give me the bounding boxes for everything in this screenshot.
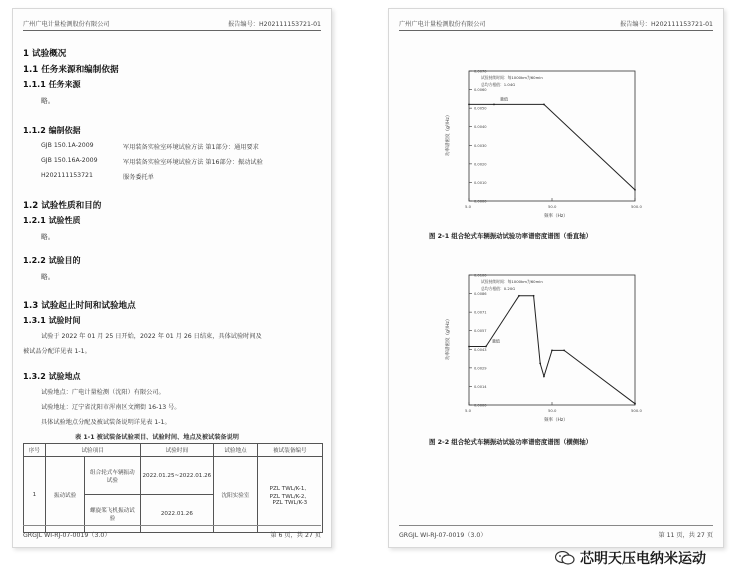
series-line bbox=[469, 104, 635, 189]
data-point bbox=[518, 295, 520, 297]
cell-place: 沈阳实验室 bbox=[214, 457, 257, 533]
ref-title: 服务委托单 bbox=[123, 174, 154, 181]
report-page-11 bbox=[388, 8, 724, 548]
section-1-2-1-body: 略。 bbox=[41, 233, 55, 241]
ref-code: GJB 150.16A-2009 bbox=[41, 157, 98, 164]
header-report-number: 报告编号：H202111153721-01 bbox=[620, 21, 713, 28]
data-point bbox=[533, 295, 535, 297]
x-axis-label: 频率（Hz） bbox=[544, 418, 568, 423]
ref-code: H202111153721 bbox=[41, 172, 93, 179]
data-point bbox=[539, 363, 541, 365]
x-tick-label: 5.0 bbox=[465, 204, 472, 209]
equipment-id: PZL TWL/K-2、 bbox=[269, 493, 310, 500]
y-tick-label: 0.0070 bbox=[474, 69, 487, 74]
chart-annotation: 总均方根值：0.20G bbox=[481, 286, 516, 291]
cell-no: 1 bbox=[24, 457, 46, 533]
data-point bbox=[468, 346, 470, 348]
x-tick-label: 500.0 bbox=[631, 408, 642, 413]
y-tick-label: 0.0030 bbox=[474, 143, 487, 148]
chart-annotation: 试验持续时间：每1000km为60min bbox=[481, 75, 543, 80]
section-1-3-1-body-cont: 被试品分配详见表 1-1。 bbox=[23, 348, 91, 355]
cell-time: 2022.01.25~2022.01.26 bbox=[140, 457, 214, 495]
y-tick-label: 0.0100 bbox=[474, 273, 487, 278]
page-header bbox=[399, 17, 713, 31]
test-items-table bbox=[23, 443, 323, 533]
data-point bbox=[543, 376, 545, 378]
y-tick-label: 0.0029 bbox=[474, 366, 487, 371]
cell-sub-item: 螺旋桨飞机振动试验 bbox=[85, 495, 140, 533]
cell-item: 振动试验 bbox=[45, 457, 84, 533]
col-header: 试验项目 bbox=[45, 444, 140, 457]
footer-page-number: 第 11 页，共 27 页 bbox=[658, 532, 713, 539]
section-1-title: 1 试验概况 bbox=[23, 49, 67, 59]
header-report-number: 报告编号：H202111153721-01 bbox=[228, 21, 321, 28]
test-address: 试验地址：辽宁省沈阳市浑南区文溯街 16-13 号。 bbox=[41, 404, 181, 411]
cell-sub-item: 组合轮式车辆振动试验 bbox=[85, 457, 140, 495]
ref-title: 军用装备实验室环境试验方法 第1部分：通用要求 bbox=[123, 144, 259, 151]
table-caption: 表 1-1 被试装备试验项目、试验时间、地点及被试装备说明 bbox=[75, 434, 239, 441]
equipment-id: PZL TWL/K-1、 bbox=[269, 485, 310, 492]
section-1-2-2-title: 1.2.2 试验目的 bbox=[23, 256, 81, 265]
footer-doc-code: GRGJL WI-RJ-07-0019（3.0） bbox=[399, 532, 487, 539]
watermark-text: 芯明天压电纳米运动 bbox=[580, 551, 706, 567]
section-1-1-2-title: 1.1.2 编制依据 bbox=[23, 126, 81, 135]
section-1-2-1-title: 1.2.1 试验性质 bbox=[23, 216, 81, 225]
col-header: 试验地点 bbox=[214, 444, 257, 457]
footer-doc-code: GRGJL WI-RJ-07-0019（3.0） bbox=[23, 532, 111, 539]
y-axis-label: 功率谱密度（g²/Hz） bbox=[446, 316, 451, 360]
table-row bbox=[24, 457, 323, 495]
data-point bbox=[634, 189, 636, 191]
x-axis-label: 频率（Hz） bbox=[544, 214, 568, 219]
data-point bbox=[551, 350, 553, 352]
y-tick-label: 0.0040 bbox=[474, 125, 487, 130]
report-page-6 bbox=[12, 8, 332, 548]
data-point bbox=[468, 104, 470, 106]
y-tick-label: 0.0057 bbox=[474, 329, 487, 334]
data-point bbox=[543, 104, 545, 106]
section-1-1-1-body: 略。 bbox=[41, 97, 55, 105]
data-point bbox=[634, 403, 636, 405]
col-header: 试验时间 bbox=[140, 444, 214, 457]
series-label: 量值 bbox=[491, 338, 500, 344]
data-point bbox=[485, 346, 487, 348]
section-1-1-title: 1.1 任务来源和编制依据 bbox=[23, 65, 119, 75]
header-company: 广州广电计量检测股份有限公司 bbox=[399, 21, 486, 28]
figure-caption: 图 2-2 组合轮式车辆振动试验功率谱密度谱图（横侧轴） bbox=[429, 438, 592, 446]
equipment-id: PZL TWL/K-3 bbox=[272, 499, 308, 506]
chart-annotation: 总均方根值：1.04G bbox=[481, 82, 516, 87]
section-1-3-1-body: 试验于 2022 年 01 月 25 日开始，2022 年 01 月 26 日结束，具体试验时间及 bbox=[41, 333, 262, 340]
chart-annotation: 试验持续时间：每1000km为60min bbox=[481, 279, 543, 284]
y-tick-label: 0.0071 bbox=[474, 310, 487, 315]
plot-frame bbox=[469, 71, 635, 201]
cell-time: 2022.01.26 bbox=[140, 495, 214, 533]
wechat-icon bbox=[555, 551, 575, 565]
x-tick-label: 50.0 bbox=[548, 204, 557, 209]
data-point bbox=[563, 350, 565, 352]
y-tick-label: 0.0086 bbox=[474, 292, 487, 297]
section-1-1-1-title: 1.1.1 任务来源 bbox=[23, 80, 81, 89]
y-tick-label: 0.0010 bbox=[474, 180, 487, 185]
section-1-3-2-title: 1.3.2 试验地点 bbox=[23, 372, 81, 381]
psd-chart-vertical bbox=[439, 41, 645, 225]
y-tick-label: 0.0000 bbox=[474, 199, 487, 204]
x-tick-label: 500.0 bbox=[631, 204, 642, 209]
ref-title: 军用装备实验室环境试验方法 第16部分：振动试验 bbox=[123, 159, 263, 166]
y-tick-label: 0.0014 bbox=[474, 384, 487, 389]
location-note: 具体试验地点分配及被试装备说明详见表 1-1。 bbox=[41, 419, 171, 426]
figure-caption: 图 2-1 组合轮式车辆振动试验功率谱密度谱图（垂直轴） bbox=[429, 232, 592, 240]
ref-code: GJB 150.1A-2009 bbox=[41, 142, 94, 149]
header-company: 广州广电计量检测股份有限公司 bbox=[23, 21, 110, 28]
psd-chart-lateral bbox=[439, 245, 645, 429]
page-footer bbox=[399, 525, 713, 539]
data-point bbox=[493, 104, 495, 106]
y-tick-label: 0.0000 bbox=[474, 403, 487, 408]
section-1-2-2-body: 略。 bbox=[41, 273, 55, 281]
page-footer bbox=[23, 525, 321, 539]
y-tick-label: 0.0060 bbox=[474, 88, 487, 93]
test-location: 试验地点：广电计量检测（沈阳）有限公司。 bbox=[41, 389, 165, 396]
x-tick-label: 5.0 bbox=[465, 408, 472, 413]
section-1-3-title: 1.3 试验起止时间和试验地点 bbox=[23, 301, 136, 311]
cell-ids bbox=[257, 457, 322, 533]
col-header: 被试装备编号 bbox=[257, 444, 322, 457]
section-1-3-1-title: 1.3.1 试验时间 bbox=[23, 316, 81, 325]
x-tick-label: 50.0 bbox=[548, 408, 557, 413]
y-tick-label: 0.0043 bbox=[474, 347, 487, 352]
col-header: 序号 bbox=[24, 444, 46, 457]
series-label: 量值 bbox=[499, 96, 508, 102]
y-axis-label: 功率谱密度（g²/Hz） bbox=[446, 112, 451, 156]
section-1-2-title: 1.2 试验性质和目的 bbox=[23, 201, 102, 211]
y-tick-label: 0.0020 bbox=[474, 162, 487, 167]
page-header bbox=[23, 17, 321, 31]
table-header-row bbox=[24, 444, 323, 457]
footer-page-number: 第 6 页，共 27 页 bbox=[270, 532, 321, 539]
y-tick-label: 0.0050 bbox=[474, 106, 487, 111]
